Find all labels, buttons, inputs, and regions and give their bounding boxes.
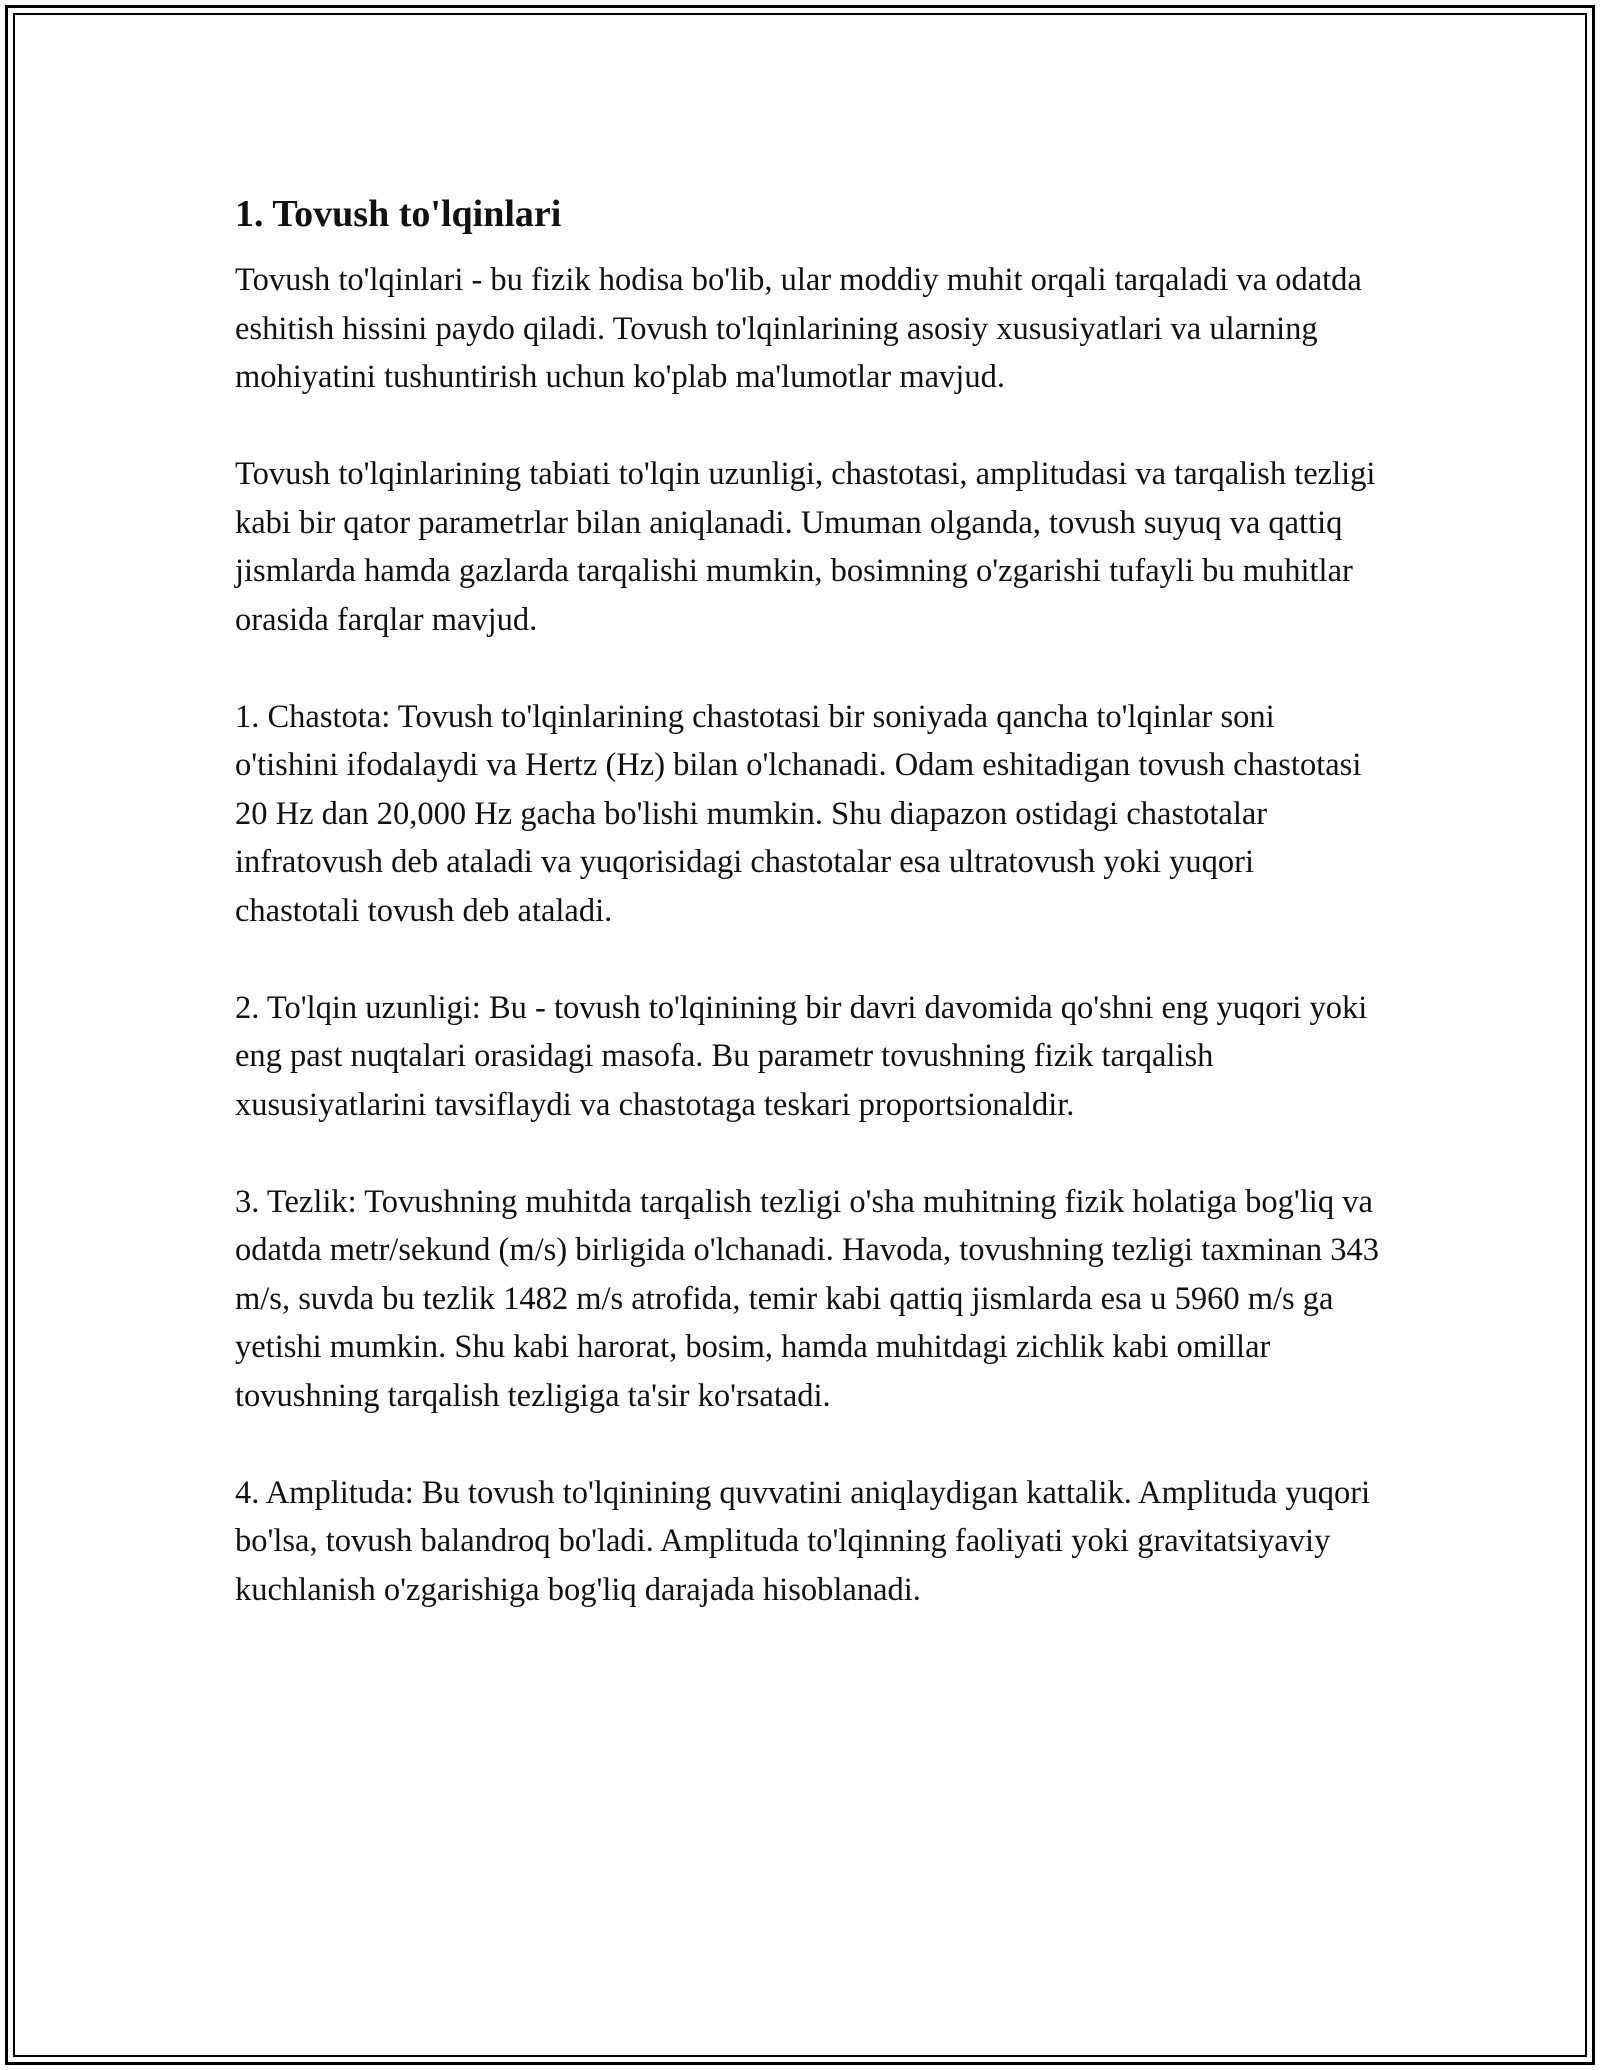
section-heading: 1. Tovush to'lqinlari	[235, 193, 562, 235]
paragraph-speed: 3. Tezlik: Tovushning muhitda tarqalish tezligi o'sha muhitning fizik holatiga bog'liq va odatda metr/sekund (m/s) birligida o'lchanadi. Havoda, tovushning tezligi taxminan 343 m/s, suvda bu tezlik 1482 m/s atrofida, temir kabi qattiq jismlarda esa u 5960 m/s ga yetishi mumkin. Shu kabi harorat, bosim, hamda muhitdagi zichlik kabi omillar tovushning tarqalish tezligiga ta'sir ko'rsatadi.	[235, 1183, 1380, 1414]
paragraph-intro: Tovush to'lqinlari - bu fizik hodisa bo'lib, ular moddiy muhit orqali tarqaladi va odatda eshitish hissini paydo qiladi. Tovush to'lqinlarining asosiy xususiyatlari va ularning mohiyatini tushuntirish uchun ko'plab ma'lumotlar mavjud.	[235, 262, 1362, 395]
document-body	[235, 188, 1385, 1663]
paragraph-frequency: 1. Chastota: Tovush to'lqinlarining chastotasi bir soniyada qancha to'lqinlar soni o'tishini ifodalaydi va Hertz (Hz) bilan o'lchanadi. Odam eshitadigan tovush chastotasi 20 Hz dan 20,000 Hz gacha bo'lishi mumkin. Shu diapazon ostidagi chastotalar infratovush deb ataladi va yuqorisidagi chastotalar esa ultratovush yoki yuqori chastotali tovush deb ataladi.	[235, 698, 1362, 929]
paragraph-wavelength: 2. To'lqin uzunligi: Bu - tovush to'lqinining bir davri davomida qo'shni eng yuqori yoki eng past nuqtalari orasidagi masofa. Bu parametr tovushning fizik tarqalish xususiyatlarini tavsiflaydi va chastotaga teskari proportsionaldir.	[235, 989, 1368, 1123]
paragraph-amplitude: 4. Amplituda: Bu tovush to'lqinining quvvatini aniqlaydigan kattalik. Amplituda yuqori bo'lsa, tovush balandroq bo'ladi. Amplituda to'lqinning faoliyati yoki gravitatsiyaviy kuchlanish o'zgarishiga bog'liq darajada hisoblanadi.	[235, 1474, 1371, 1608]
paragraph-nature: Tovush to'lqinlarining tabiati to'lqin uzunligi, chastotasi, amplitudasi va tarqalish tezligi kabi bir qator parametrlar bilan aniqlanadi. Umuman olganda, tovush suyuq va qattiq jismlarda hamda gazlarda tarqalishi mumkin, bosimning o'zgarishi tufayli bu muhitlar orasida farqlar mavjud.	[235, 456, 1376, 638]
